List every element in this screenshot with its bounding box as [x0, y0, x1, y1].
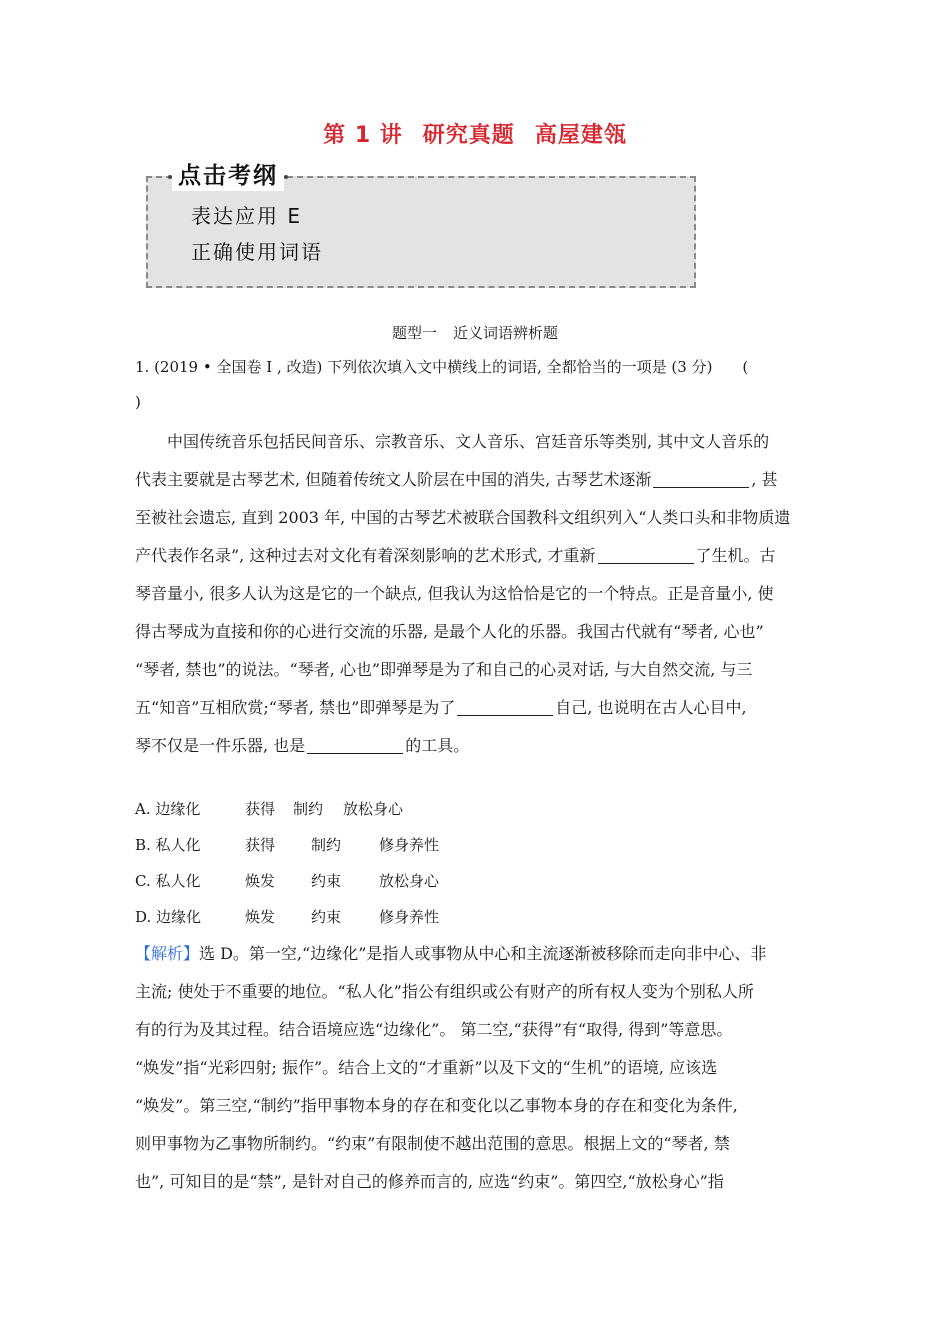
- analysis-line-3: 有的行为及其过程。结合语境应选“边缘化”。 第二空,“获得”有“取得, 得到”等意思。: [135, 1020, 733, 1039]
- passage-text: 五“知音”互相欣赏;“琴者, 禁也”即弹琴是为了: [135, 698, 456, 717]
- option-word: 获得: [245, 836, 276, 854]
- option-word: 放松身心: [379, 872, 440, 890]
- title-part-2: 研究真题: [422, 123, 515, 148]
- analysis-line-7: 也”, 可知目的是“禁”, 是针对自己的修养而言的, 应选“约束”。第四空,“放松身心”指: [135, 1172, 724, 1191]
- option-word: 修身养性: [379, 836, 440, 854]
- outline-line-2: 正确使用词语: [191, 240, 323, 264]
- outline-line-1: 表达应用 E: [191, 204, 302, 228]
- analysis-line-1: [135, 936, 817, 972]
- analysis-line-4: “焕发”指“光彩四射; 振作”。结合上文的“才重新”以及下文的“生机”的语境, 应该选: [135, 1058, 718, 1077]
- option-word: 制约: [293, 800, 324, 818]
- option-word: 约束: [311, 908, 342, 926]
- passage-line-1: 中国传统音乐包括民间音乐、宗教音乐、文人音乐、宫廷音乐等类别, 其中文人音乐的: [167, 432, 770, 451]
- blank-4: [307, 735, 403, 754]
- passage-line-9: [135, 728, 817, 764]
- section-heading: [0, 322, 950, 343]
- analysis-line-6: 则甲事物为乙事物所制约。“约束”有限制使不越出范围的意思。根据上文的“琴者, 禁: [135, 1134, 730, 1153]
- page-title: [0, 118, 950, 149]
- option-word: 修身养性: [379, 908, 440, 926]
- option-c: [135, 870, 439, 891]
- option-word: 获得: [245, 800, 276, 818]
- passage-line-4: [135, 538, 817, 574]
- question-stem: 1. (2019 • 全国卷 I , 改造) 下列依次填入文中横线上的词语, 全都恰当的一项是 (3 分) (: [135, 358, 749, 376]
- passage-text: 自己, 也说明在古人心目中,: [555, 698, 747, 717]
- title-part-3: 高屋建瓴: [534, 123, 627, 148]
- option-label: B. 私人化: [135, 836, 201, 854]
- option-word: 约束: [311, 872, 342, 890]
- passage-text: 产代表作名录”, 这种过去对文化有着深刻影响的艺术形式, 才重新: [135, 546, 596, 565]
- option-label: C. 私人化: [135, 872, 201, 890]
- passage-text: 代表主要就是古琴艺术, 但随着传统文人阶层在中国的消失, 古琴艺术逐渐: [135, 470, 652, 489]
- passage-line-3: 至被社会遗忘, 直到 2003 年, 中国的古琴艺术被联合国教科文组织列入“人类口头和非物质遗: [135, 508, 791, 527]
- option-label: A. 边缘化: [135, 800, 201, 818]
- passage-line-6: 得古琴成为直接和你的心进行交流的乐器, 是最个人化的乐器。我国古代就有“琴者, 心也”: [135, 622, 764, 641]
- passage-text: 了生机。古: [695, 546, 776, 565]
- blank-1: [653, 469, 749, 488]
- passage-line-5: 琴音量小, 很多人认为这是它的一个缺点, 但我认为这恰恰是它的一个特点。正是音量小, 使: [135, 584, 774, 603]
- section-name: 近义词语辨析题: [453, 324, 559, 342]
- outline-box: [146, 176, 696, 288]
- section-type: 题型一: [391, 324, 437, 342]
- outline-tag: 点击考纲: [172, 161, 284, 191]
- passage-text: , 甚: [751, 470, 778, 489]
- blank-2: [598, 545, 694, 564]
- passage-line-2: [135, 462, 817, 498]
- option-word: 焕发: [245, 872, 276, 890]
- title-lecture: 第 1 讲: [323, 123, 403, 148]
- option-a: [135, 798, 403, 819]
- option-word: 放松身心: [343, 800, 404, 818]
- option-word: 焕发: [245, 908, 276, 926]
- analysis-tag: 【解析】: [135, 944, 200, 963]
- blank-3: [457, 697, 553, 716]
- question-stem-end: ): [135, 393, 141, 411]
- passage-line-7: “琴者, 禁也”的说法。“琴者, 心也”即弹琴是为了和自己的心灵对话, 与大自然交流, 与三: [135, 660, 753, 679]
- option-b: [135, 834, 439, 855]
- passage-line-8: [135, 690, 817, 726]
- option-d: [135, 906, 439, 927]
- option-word: 制约: [311, 836, 342, 854]
- analysis-text: 选 D。第一空,“边缘化”是指人或事物从中心和主流逐渐被移除而走向非中心、非: [199, 944, 767, 963]
- analysis-line-5: “焕发”。第三空,“制约”指甲事物本身的存在和变化以乙事物本身的存在和变化为条件,: [135, 1096, 738, 1115]
- passage-text: 的工具。: [405, 736, 470, 755]
- analysis-line-2: 主流; 使处于不重要的地位。“私人化”指公有组织或公有财产的所有权人变为个别私人所: [135, 982, 754, 1001]
- passage-text: 琴不仅是一件乐器, 也是: [135, 736, 306, 755]
- option-label: D. 边缘化: [135, 908, 202, 926]
